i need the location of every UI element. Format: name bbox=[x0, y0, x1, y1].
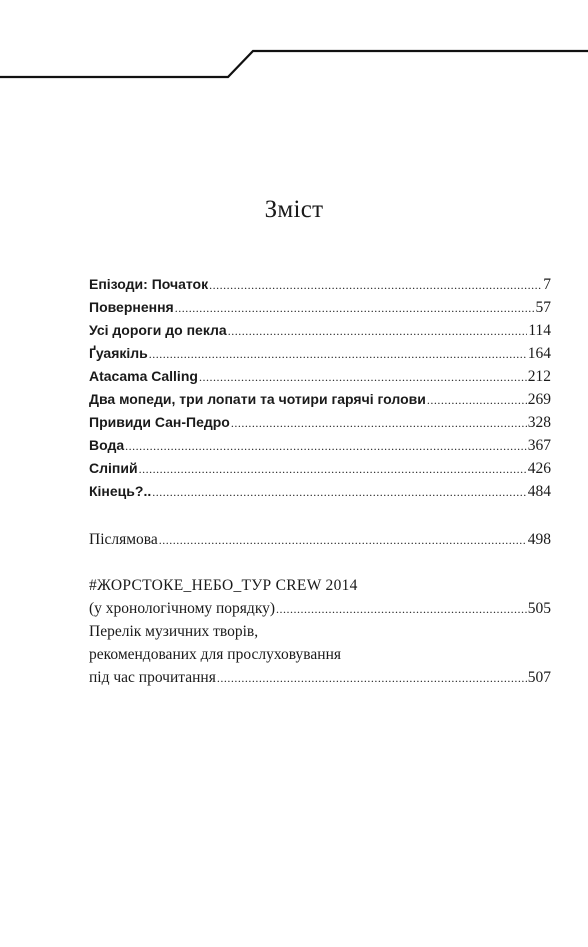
toc-entry-page: 505 bbox=[527, 600, 551, 617]
toc-entry-page: 507 bbox=[527, 669, 551, 686]
page-title: Зміст bbox=[264, 196, 324, 223]
toc-entry-crew[interactable] bbox=[89, 597, 551, 620]
toc-entry-page: 367 bbox=[527, 437, 551, 454]
music-list-line: Перелік музичних творів, bbox=[89, 623, 259, 640]
leader-dots bbox=[199, 366, 527, 389]
leader-dots bbox=[231, 412, 527, 435]
toc-entry-label: Привиди Сан-Педро bbox=[89, 414, 230, 430]
toc-entry[interactable] bbox=[89, 434, 551, 457]
leader-dots bbox=[276, 598, 527, 621]
toc-entry-page: 498 bbox=[527, 531, 551, 548]
leader-dots bbox=[217, 667, 527, 690]
toc-entry[interactable] bbox=[89, 273, 551, 296]
toc-entry[interactable] bbox=[89, 411, 551, 434]
toc-entry-afterword[interactable] bbox=[89, 528, 551, 551]
toc-entry-label: Повернення bbox=[89, 299, 174, 315]
leader-dots bbox=[159, 529, 527, 552]
toc-entry-label: (у хронологічному порядку) bbox=[89, 600, 276, 617]
toc-entry-music[interactable] bbox=[89, 666, 551, 689]
toc-entry-label: Усі дороги до пекла bbox=[89, 322, 227, 338]
toc-entry[interactable] bbox=[89, 296, 551, 319]
toc-entry[interactable] bbox=[89, 480, 551, 503]
toc-entry-page: 328 bbox=[527, 414, 551, 431]
toc-entry-page: 212 bbox=[527, 368, 551, 385]
toc-entry-page: 114 bbox=[528, 322, 551, 339]
toc-entry-page: 7 bbox=[543, 276, 551, 293]
toc-entry-page: 426 bbox=[527, 460, 551, 477]
leader-dots bbox=[125, 435, 527, 458]
toc-entry[interactable] bbox=[89, 342, 551, 365]
music-list-line: рекомендованих для прослуховування bbox=[89, 646, 341, 663]
toc-entry-page: 484 bbox=[527, 483, 551, 500]
toc-entry-label: Сліпий bbox=[89, 460, 138, 476]
chapter-list bbox=[89, 273, 551, 503]
toc-entry-page: 164 bbox=[527, 345, 551, 362]
toc-entry-label: Післямова bbox=[89, 531, 158, 548]
afterword-section bbox=[89, 528, 551, 551]
leader-dots bbox=[175, 297, 535, 320]
toc-entry-page: 269 bbox=[527, 391, 551, 408]
toc-entry-label: Два мопеди, три лопати та чотири гарячі голови bbox=[89, 391, 426, 407]
toc-entry[interactable] bbox=[89, 457, 551, 480]
toc-entry-label: Кінець?.. bbox=[89, 483, 152, 499]
leader-dots bbox=[149, 343, 527, 366]
leader-dots bbox=[209, 274, 542, 297]
header-rule-line bbox=[0, 0, 588, 90]
toc-entry-label: Ґуаякіль bbox=[89, 345, 148, 361]
toc-entry[interactable] bbox=[89, 365, 551, 388]
leader-dots bbox=[139, 458, 527, 481]
appendix-section bbox=[89, 574, 551, 689]
appendix-heading: #ЖОРСТОКЕ_НЕБО_ТУР CREW 2014 bbox=[89, 577, 358, 594]
leader-dots bbox=[152, 481, 527, 504]
toc-entry-page: 57 bbox=[535, 299, 551, 316]
leader-dots bbox=[228, 320, 528, 343]
toc-entry-label: Епізоди: Початок bbox=[89, 276, 209, 292]
toc-entry[interactable] bbox=[89, 388, 551, 411]
leader-dots bbox=[427, 389, 527, 412]
toc-entry-label: Вода bbox=[89, 437, 125, 453]
toc-entry-label: Atacama Calling bbox=[89, 368, 198, 384]
toc-entry[interactable] bbox=[89, 319, 551, 342]
toc-entry-label: під час прочитання bbox=[89, 669, 216, 686]
